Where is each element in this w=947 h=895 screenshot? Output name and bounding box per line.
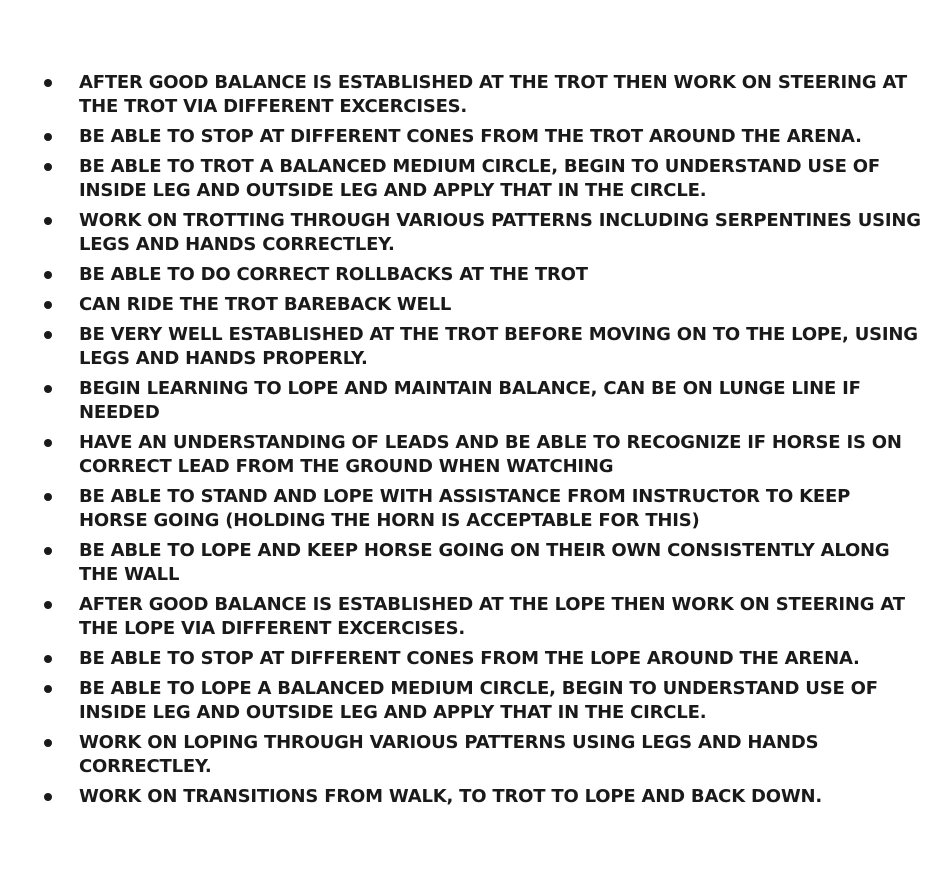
bullet-icon [44,385,52,393]
list-item-text: BE ABLE TO DO CORRECT ROLLBACKS AT THE TROT [79,264,588,285]
bullet-icon [44,685,52,693]
list-item [0,377,947,425]
list-item-text: AFTER GOOD BALANCE IS ESTABLISHED AT THE LOPE THEN WORK ON STEERING AT THE LOPE VIA DIFFERENT EXCERCISES. [79,594,905,639]
bullet-icon [44,601,52,609]
list-item-text: BE ABLE TO TROT A BALANCED MEDIUM CIRCLE, BEGIN TO UNDERSTAND USE OF INSIDE LEG AND OUTSIDE LEG AND APPLY THAT IN THE CIRCLE. [79,156,880,201]
list-item [0,647,947,671]
list-item-text: HAVE AN UNDERSTANDING OF LEADS AND BE ABLE TO RECOGNIZE IF HORSE IS ON CORRECT LEAD FROM THE GROUND WHEN WATCHING [79,432,902,477]
list-item [0,209,947,257]
list-item [0,155,947,203]
list-item-text: BE ABLE TO LOPE A BALANCED MEDIUM CIRCLE, BEGIN TO UNDERSTAND USE OF INSIDE LEG AND OUTSIDE LEG AND APPLY THAT IN THE CIRCLE. [79,678,878,723]
list-item [0,593,947,641]
list-item [0,485,947,533]
list-item-text: BE ABLE TO STAND AND LOPE WITH ASSISTANCE FROM INSTRUCTOR TO KEEP HORSE GOING (HOLDING THE HORN IS ACCEPTABLE FOR THIS) [79,486,851,531]
bullet-icon [44,79,52,87]
list-item-text: WORK ON LOPING THROUGH VARIOUS PATTERNS USING LEGS AND HANDS CORRECTLEY. [79,732,819,777]
list-item [0,539,947,587]
bullet-icon [44,133,52,141]
list-item-text: CAN RIDE THE TROT BAREBACK WELL [79,294,452,315]
skills-checklist [0,71,947,809]
bullet-icon [44,655,52,663]
bullet-icon [44,439,52,447]
list-item-text: BE ABLE TO STOP AT DIFFERENT CONES FROM THE TROT AROUND THE ARENA. [79,126,862,147]
list-item-text: AFTER GOOD BALANCE IS ESTABLISHED AT THE TROT THEN WORK ON STEERING AT THE TROT VIA DIFFERENT EXCERCISES. [79,72,907,117]
list-item [0,731,947,779]
list-item-text: BE VERY WELL ESTABLISHED AT THE TROT BEFORE MOVING ON TO THE LOPE, USING LEGS AND HANDS PROPERLY. [79,324,918,369]
list-item [0,125,947,149]
bullet-icon [44,301,52,309]
list-item [0,785,947,809]
list-item-text: BE ABLE TO STOP AT DIFFERENT CONES FROM THE LOPE AROUND THE ARENA. [79,648,860,669]
list-item-text: WORK ON TROTTING THROUGH VARIOUS PATTERNS INCLUDING SERPENTINES USING LEGS AND HANDS CORRECTLEY. [79,210,921,255]
bullet-icon [44,217,52,225]
bullet-icon [44,739,52,747]
bullet-icon [44,271,52,279]
list-item [0,263,947,287]
list-item [0,323,947,371]
bullet-icon [44,331,52,339]
bullet-icon [44,547,52,555]
bullet-icon [44,163,52,171]
list-item [0,431,947,479]
bullet-icon [44,793,52,801]
list-item [0,677,947,725]
list-item-text: WORK ON TRANSITIONS FROM WALK, TO TROT TO LOPE AND BACK DOWN. [79,786,823,807]
list-item [0,71,947,119]
bullet-icon [44,493,52,501]
list-item-text: BE ABLE TO LOPE AND KEEP HORSE GOING ON THEIR OWN CONSISTENTLY ALONG THE WALL [79,540,890,585]
list-item [0,293,947,317]
list-item-text: BEGIN LEARNING TO LOPE AND MAINTAIN BALANCE, CAN BE ON LUNGE LINE IF NEEDED [79,378,861,423]
